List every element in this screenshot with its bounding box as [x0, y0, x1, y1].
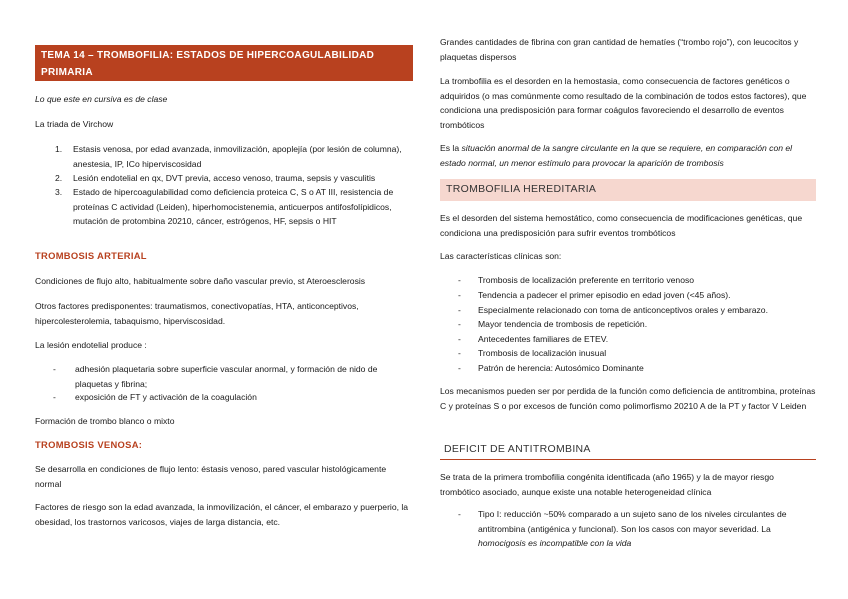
section-heading-hereditaria: TROMBOFILIA HEREDITARIA — [440, 179, 816, 201]
section-heading-deficit: DEFICIT DE ANTITROMBINA — [440, 440, 816, 460]
class-note: Lo que este en cursiva es de clase — [35, 94, 168, 104]
venosa-paragraph: Factores de riesgo son la edad avanzada, la inmovilización, el cáncer, el embarazo y puerperio, la obesidad, los trastornos varicosos, viajes de larga distancia, etc. — [35, 502, 409, 527]
page-title: TEMA 14 – TROMBOFILIA: ESTADOS DE HIPERCOAGULABILIDAD PRIMARIA — [35, 45, 413, 81]
paragraph: Se trata de la primera trombofilia congénita identificada (año 1965) y la de mayor riesgo trombótico asociado, aunque existe una notable heterogeneidad clínica — [440, 472, 774, 497]
paragraph: Es el desorden del sistema hemostático, como consecuencia de modificaciones genéticas, que condiciona una predisposición para sufrir eventos trombóticos — [440, 213, 803, 238]
paragraph: Grandes cantidades de fibrina con gran cantidad de hematíes (“trombo rojo”), con leucocitos y plaquetas dispersos — [440, 37, 799, 62]
paragraph: Los mecanismos pueden ser por perdida de la función como deficiencia de antitrombina, proteínas C y proteínas S o por excesos de función como polimorfismo 20210 A de la PT y factor V Leiden — [440, 386, 816, 411]
section-heading-venosa: TROMBOSIS VENOSA: — [35, 439, 143, 450]
arterial-paragraph: Formación de trombo blanco o mixto — [35, 416, 175, 426]
arterial-paragraph: Otros factores predisponentes: traumatismos, conectivopatías, HTA, anticonceptivos, hipercolesterolemia, tabaquismo, hiperviscosidad. — [35, 301, 359, 326]
paragraph: La trombofilia es el desorden en la hemostasia, como consecuencia de factores genéticos o adquiridos (o mas comúnmente como resultado de la combinación de todos estos factores), que condiciona una predisposición para formar coágulos favoreciendo el desarrollo de eventos trombóticos — [440, 76, 807, 130]
venosa-paragraph: Se desarrolla en condiciones de flujo lento: éstasis venoso, pared vascular histológicamente normal — [35, 464, 387, 489]
paragraph: Es la situación anormal de la sangre circulante en la que se requiere, en comparación con el estado normal, un menor estímulo para provocar la aparición de trombosis — [440, 143, 793, 168]
lesion-heading: La lesión endotelial produce : — [35, 340, 147, 350]
arterial-paragraph: Condiciones de flujo alto, habitualmente sobre daño vascular previo, st Ateroesclerosis — [35, 276, 366, 286]
section-heading-arterial: TROMBOSIS ARTERIAL — [35, 250, 147, 261]
virchow-heading: La triada de Virchow — [35, 119, 114, 129]
clinicas-heading: Las características clínicas son: — [440, 251, 562, 261]
